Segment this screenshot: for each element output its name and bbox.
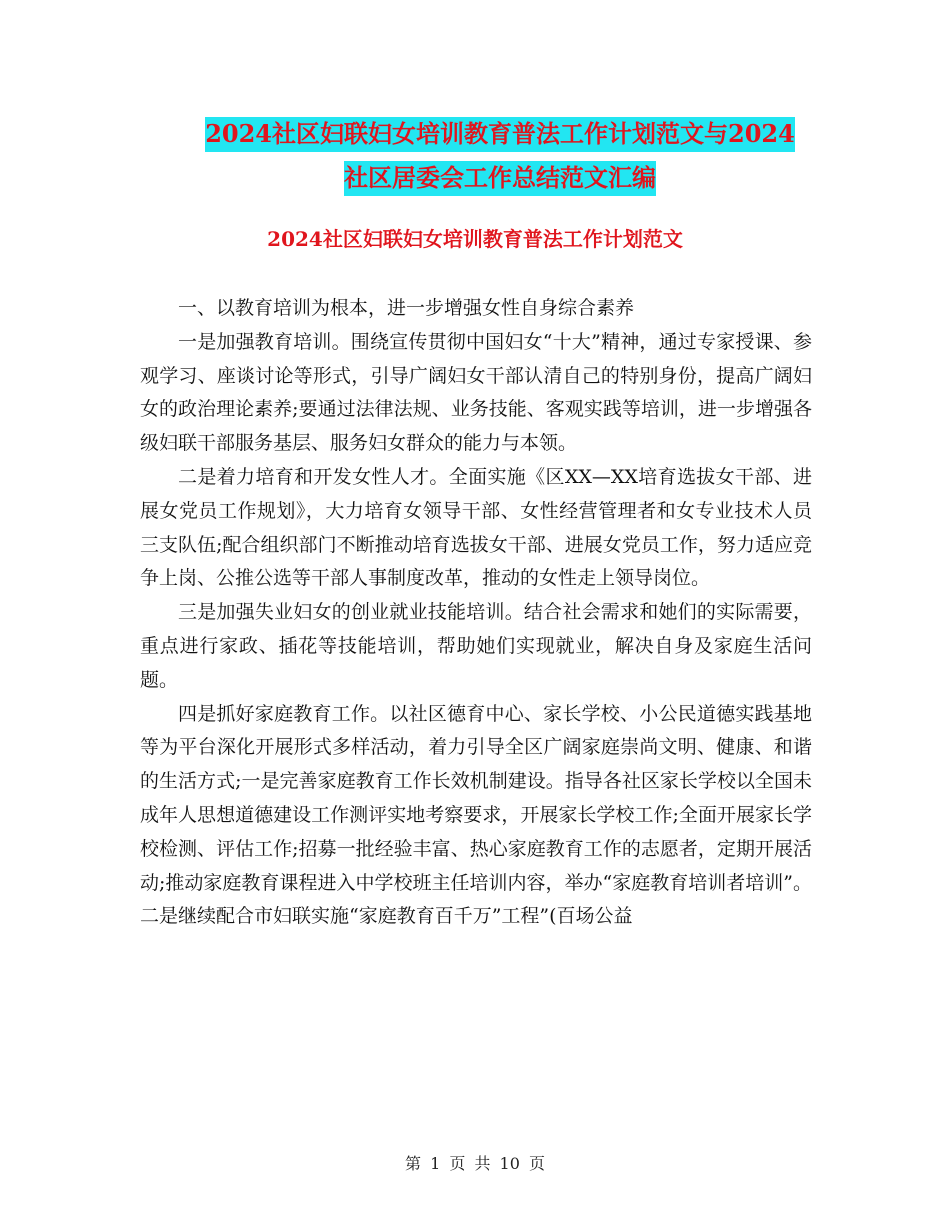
title-line-2: 社区居委会工作总结范文汇编 [344,161,656,196]
document-title [140,112,860,200]
title-line-1: 2024社区妇联妇女培训教育普法工作计划范文与2024 [205,117,795,152]
paragraph: 三是加强失业妇女的创业就业技能培训。结合社会需求和她们的实际需要，重点进行家政、插花等技能培训，帮助她们实现就业，解决自身及家庭生活问题。 [140,601,812,691]
page-number-footer: 第 1 页 共 10 页 [405,1154,545,1173]
paragraph-heading: 一、以教育培训为根本，进一步增强女性自身综合素养 [178,297,635,319]
document-body [140,292,812,934]
paragraph: 四是抓好家庭教育工作。以社区德育中心、家长学校、小公民道德实践基地等为平台深化开展形式多样活动，着力引导全区广阔家庭崇尚文明、健康、和谐的生活方式;一是完善家庭教育工作长效机制建设。指导各社区家长学校以全国未成年人思想道德建设工作测评实地考察要求，开展家长学校工作;全面开展家长学校检测、评估工作;招募一批经验丰富、热心家庭教育工作的志愿者，定期开展活动;推动家庭教育课程进入中学校班主任培训内容，举办“家庭教育培训者培训”。二是继续配合市妇联实施“家庭教育百千万”工程”(百场公益 [140,702,812,928]
paragraph: 二是着力培育和开发女性人才。全面实施《区XX—XX培育选拔女干部、进展女党员工作规划》，大力培育女领导干部、女性经营管理者和女专业技术人员三支队伍;配合组织部门不断推动培育选拔女干部、进展女党员工作，努力适应竞争上岗、公推公选等干部人事制度改革，推动的女性走上领导岗位。 [140,465,812,590]
section-title: 2024社区妇联妇女培训教育普法工作计划范文 [267,227,683,251]
paragraph: 一是加强教育培训。围绕宣传贯彻中国妇女“十大”精神，通过专家授课、参观学习、座谈讨论等形式，引导广阔妇女干部认清自己的特别身份，提高广阔妇女的政治理论素养;要通过法律法规、业务技能、客观实践等培训，进一步增强各级妇联干部服务基层、服务妇女群众的能力与本领。 [140,330,812,455]
